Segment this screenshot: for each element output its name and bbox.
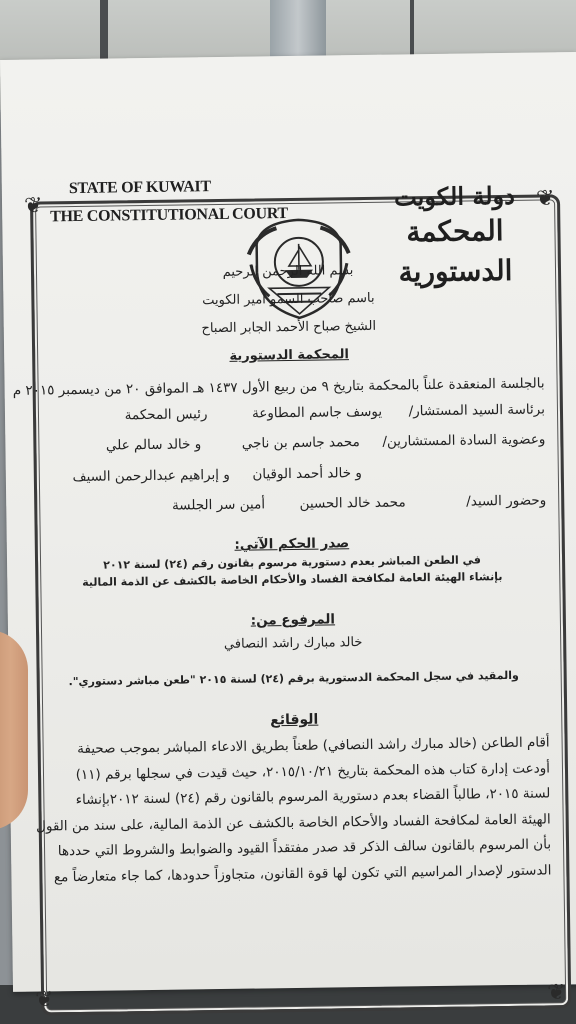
state-name-en: STATE OF KUWAIT xyxy=(68,178,211,198)
english-letterhead xyxy=(50,173,288,232)
basmala: بسم الله الرحمن الرحيم xyxy=(222,263,354,280)
judgment-subject-1: في الطعن المباشر بعدم دستورية مرسوم بقانون رقم (٢٤) لسنة ٢٠١٢ xyxy=(103,553,481,572)
state-name-ar: دولة الكويت xyxy=(393,180,516,212)
court-name-en: THE CONSTITUTIONAL COURT xyxy=(50,205,288,226)
border-corner-icon: ❦ xyxy=(535,186,555,212)
member-2: و خالد سالم علي xyxy=(105,436,202,454)
registration-line: والمقيد في سجل المحكمة الدستورية برقم (٢٤) لسنة ٢٠١٥ "طعن مباشر دستوري". xyxy=(68,668,519,689)
presidency-label: برئاسة السيد المستشار/ xyxy=(408,401,546,420)
judgment-subject-2: بإنشاء الهيئة العامة لمكافحة الفساد والأحكام الخاصة بالكشف عن الذمة المالية xyxy=(82,570,503,589)
members-label: وعضوية السادة المستشارين/ xyxy=(382,431,546,450)
emir-name: الشيخ صباح الأحمد الجابر الصباح xyxy=(201,318,377,337)
session-date-line: بالجلسة المنعقدة علناً بالمحكمة بتاريخ ٩ من ربيع الأول ١٤٣٧ هـ الموافق ٢٠ من ديسمبر ٢٠١٥ م xyxy=(12,375,545,399)
holding-thumb xyxy=(0,630,28,830)
facts-line: لسنة ٢٠١٥، طالباً القضاء بعدم دستورية المرسوم بالقانون رقم (٢٤) لسنة ٢٠١٢بإنشاء xyxy=(75,785,551,809)
filed-by-name: خالد مبارك راشد النصافي xyxy=(223,635,363,652)
court-title: المحكمة الدستورية xyxy=(229,347,349,364)
facts-line: الدستور لإصدار المراسيم التي تكون لها قوة القانون، متجاوزاً حدودها، كما جاء متعارضاً مع xyxy=(53,861,552,885)
document-page xyxy=(0,52,576,1013)
attendance-name: محمد خالد الحسين xyxy=(299,494,406,512)
filed-by-label: المرفوع من: xyxy=(250,611,336,629)
border-corner-icon: ❦ xyxy=(34,987,54,1013)
court-name-ar: المحكمة الدستورية xyxy=(398,214,513,289)
in-the-name-line: باسم صاحب السمو أمير الكويت xyxy=(202,290,375,309)
presidency-role: رئيس المحكمة xyxy=(124,406,208,424)
facts-line: بأن المرسوم بالقانون سالف الذكر قد صدر مفتقداً القيود والضوابط والشروط التي حددها xyxy=(57,836,552,860)
attendance-role: أمين سر الجلسة xyxy=(171,496,266,514)
member-4: و إبراهيم عبدالرحمن السيف xyxy=(72,466,230,486)
member-3: و خالد أحمد الوقيان xyxy=(252,465,362,483)
facts-heading: الوقائع xyxy=(270,711,319,729)
facts-line: أودعت إدارة كتاب هذه المحكمة بتاريخ ٢٠١٥/١٠/٢١، حيث قيدت في سجلها برقم (١١) xyxy=(75,759,551,783)
border-corner-icon: ❦ xyxy=(546,980,566,1006)
border-corner-icon: ❦ xyxy=(23,193,43,219)
presidency-name: يوسف جاسم المطاوعة xyxy=(251,403,383,422)
facts-line: أقام الطاعن (خالد مبارك راشد النصافي) طعناً بطريق الادعاء المباشر بموجب صحيفة xyxy=(77,734,550,758)
member-1: محمد جاسم بن ناجي xyxy=(241,434,360,452)
facts-paragraph xyxy=(36,730,552,890)
judgment-heading: صدر الحكم الآتي: xyxy=(234,535,350,553)
facts-line: الهيئة العامة لمكافحة الفساد والأحكام الخاصة بالكشف عن الذمة المالية، على سند من القول xyxy=(36,810,551,835)
attendance-label: وحضور السيد/ xyxy=(466,492,547,510)
